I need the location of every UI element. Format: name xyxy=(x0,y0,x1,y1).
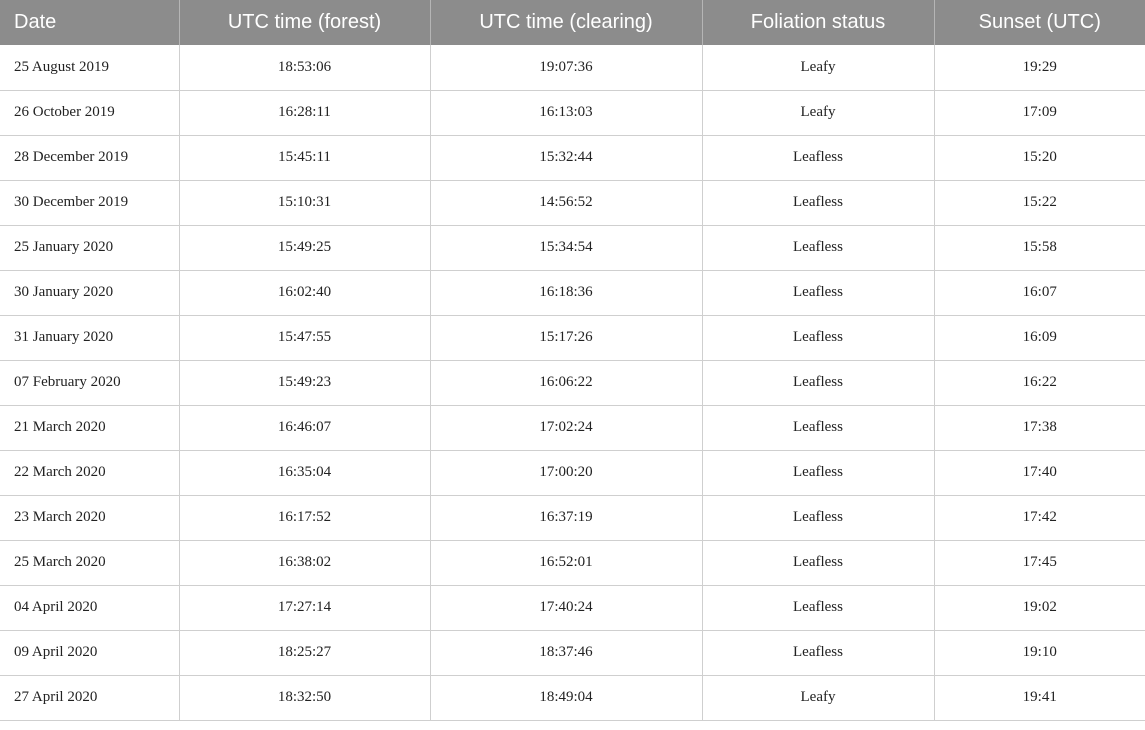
cell-foliation-status: Leafless xyxy=(702,135,934,180)
cell-foliation-status: Leafy xyxy=(702,675,934,720)
cell-utc-forest: 15:47:55 xyxy=(179,315,430,360)
table-row xyxy=(0,315,1145,360)
cell-utc-clearing: 16:13:03 xyxy=(430,90,702,135)
cell-sunset: 19:41 xyxy=(934,675,1145,720)
table-row xyxy=(0,90,1145,135)
cell-sunset: 17:45 xyxy=(934,540,1145,585)
cell-date: 09 April 2020 xyxy=(0,630,179,675)
cell-foliation-status: Leafless xyxy=(702,360,934,405)
table-row xyxy=(0,450,1145,495)
cell-utc-clearing: 15:17:26 xyxy=(430,315,702,360)
table-row xyxy=(0,45,1145,90)
cell-sunset: 19:29 xyxy=(934,45,1145,90)
header-date: Date xyxy=(0,0,179,45)
cell-utc-clearing: 17:02:24 xyxy=(430,405,702,450)
cell-sunset: 15:20 xyxy=(934,135,1145,180)
cell-sunset: 19:10 xyxy=(934,630,1145,675)
cell-sunset: 15:58 xyxy=(934,225,1145,270)
cell-sunset: 16:07 xyxy=(934,270,1145,315)
cell-date: 31 January 2020 xyxy=(0,315,179,360)
table-row xyxy=(0,585,1145,630)
table-row xyxy=(0,270,1145,315)
table-row xyxy=(0,675,1145,720)
cell-date: 25 August 2019 xyxy=(0,45,179,90)
cell-utc-clearing: 18:49:04 xyxy=(430,675,702,720)
cell-utc-clearing: 15:32:44 xyxy=(430,135,702,180)
cell-utc-forest: 15:49:23 xyxy=(179,360,430,405)
cell-utc-clearing: 16:18:36 xyxy=(430,270,702,315)
cell-utc-forest: 17:27:14 xyxy=(179,585,430,630)
cell-foliation-status: Leafless xyxy=(702,450,934,495)
cell-foliation-status: Leafless xyxy=(702,225,934,270)
cell-utc-forest: 15:45:11 xyxy=(179,135,430,180)
cell-date: 25 January 2020 xyxy=(0,225,179,270)
cell-utc-forest: 15:49:25 xyxy=(179,225,430,270)
cell-foliation-status: Leafless xyxy=(702,180,934,225)
cell-sunset: 17:38 xyxy=(934,405,1145,450)
cell-utc-clearing: 17:40:24 xyxy=(430,585,702,630)
cell-utc-clearing: 17:00:20 xyxy=(430,450,702,495)
cell-sunset: 19:02 xyxy=(934,585,1145,630)
cell-utc-forest: 18:32:50 xyxy=(179,675,430,720)
cell-utc-clearing: 16:52:01 xyxy=(430,540,702,585)
table-row xyxy=(0,405,1145,450)
cell-foliation-status: Leafy xyxy=(702,45,934,90)
cell-sunset: 17:42 xyxy=(934,495,1145,540)
cell-sunset: 17:09 xyxy=(934,90,1145,135)
cell-foliation-status: Leafless xyxy=(702,495,934,540)
cell-foliation-status: Leafless xyxy=(702,405,934,450)
cell-utc-clearing: 16:06:22 xyxy=(430,360,702,405)
cell-foliation-status: Leafless xyxy=(702,315,934,360)
table-row xyxy=(0,630,1145,675)
cell-date: 04 April 2020 xyxy=(0,585,179,630)
cell-date: 23 March 2020 xyxy=(0,495,179,540)
cell-utc-forest: 16:02:40 xyxy=(179,270,430,315)
table-row xyxy=(0,360,1145,405)
cell-sunset: 17:40 xyxy=(934,450,1145,495)
cell-utc-forest: 16:38:02 xyxy=(179,540,430,585)
cell-utc-clearing: 16:37:19 xyxy=(430,495,702,540)
cell-date: 26 October 2019 xyxy=(0,90,179,135)
cell-foliation-status: Leafy xyxy=(702,90,934,135)
cell-utc-forest: 15:10:31 xyxy=(179,180,430,225)
table-row xyxy=(0,135,1145,180)
cell-utc-forest: 16:17:52 xyxy=(179,495,430,540)
cell-date: 21 March 2020 xyxy=(0,405,179,450)
cell-date: 25 March 2020 xyxy=(0,540,179,585)
cell-foliation-status: Leafless xyxy=(702,540,934,585)
table-row xyxy=(0,180,1145,225)
cell-date: 30 December 2019 xyxy=(0,180,179,225)
cell-utc-clearing: 14:56:52 xyxy=(430,180,702,225)
cell-utc-forest: 16:46:07 xyxy=(179,405,430,450)
header-foliation-status: Foliation status xyxy=(702,0,934,45)
cell-date: 07 February 2020 xyxy=(0,360,179,405)
cell-utc-clearing: 18:37:46 xyxy=(430,630,702,675)
cell-utc-forest: 16:28:11 xyxy=(179,90,430,135)
cell-utc-clearing: 15:34:54 xyxy=(430,225,702,270)
header-sunset: Sunset (UTC) xyxy=(934,0,1145,45)
cell-date: 22 March 2020 xyxy=(0,450,179,495)
cell-foliation-status: Leafless xyxy=(702,630,934,675)
cell-sunset: 15:22 xyxy=(934,180,1145,225)
cell-foliation-status: Leafless xyxy=(702,585,934,630)
cell-utc-forest: 18:25:27 xyxy=(179,630,430,675)
table-row xyxy=(0,495,1145,540)
cell-date: 27 April 2020 xyxy=(0,675,179,720)
table-header-row xyxy=(0,0,1145,45)
cell-sunset: 16:22 xyxy=(934,360,1145,405)
header-utc-clearing: UTC time (clearing) xyxy=(430,0,702,45)
cell-foliation-status: Leafless xyxy=(702,270,934,315)
cell-date: 30 January 2020 xyxy=(0,270,179,315)
cell-sunset: 16:09 xyxy=(934,315,1145,360)
table-body xyxy=(0,45,1145,720)
cell-utc-forest: 18:53:06 xyxy=(179,45,430,90)
cell-date: 28 December 2019 xyxy=(0,135,179,180)
cell-utc-clearing: 19:07:36 xyxy=(430,45,702,90)
table-row xyxy=(0,225,1145,270)
header-utc-forest: UTC time (forest) xyxy=(179,0,430,45)
table-row xyxy=(0,540,1145,585)
cell-utc-forest: 16:35:04 xyxy=(179,450,430,495)
